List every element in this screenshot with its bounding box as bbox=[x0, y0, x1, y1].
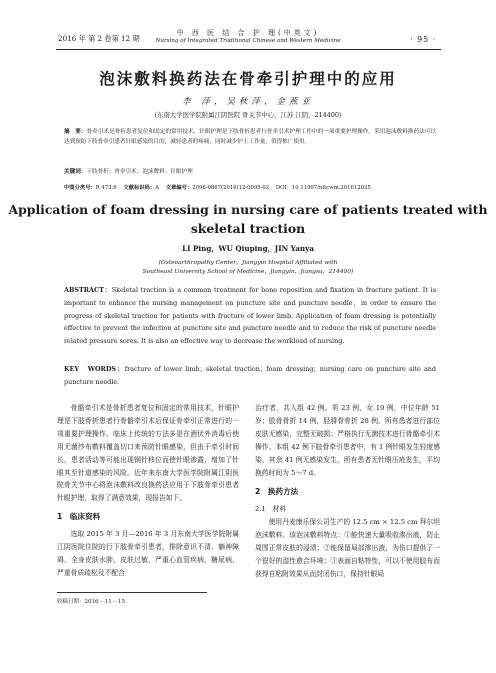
abstract-en-text: Skeletal traction is a common treatment for bone reposition and fixation in fracture patient. It is important to enhance the nursing management on puncture site and puncture needle，in order to ensure the progress of skeletal traction for patients with fracture of lower limb. Application of foam dressing is potentially effective to prevent the infection at puncture site and puncture needle and to reduce the risk of puncture needle related pressure sores. It is also an effective way to decrease the workload of nursing. bbox=[64, 286, 436, 346]
keywords-en-text: fracture of lower limb；skeletal traction；foam dressing；nursing care on puncture site and puncture needle. bbox=[64, 365, 436, 386]
footnote-rule bbox=[57, 592, 207, 593]
doi-label: DOI： bbox=[275, 185, 292, 191]
article-number-value: 2096-0867(2016)12-0095-02 bbox=[192, 185, 270, 191]
affiliation-en bbox=[0, 259, 496, 277]
keywords-cn bbox=[64, 167, 436, 175]
doc-code-label: 文献标识码： bbox=[123, 185, 156, 191]
section-1-heading: 1 临床资料 bbox=[57, 512, 101, 522]
received-date: 收稿日期：2016 – 11 – 15 bbox=[57, 599, 125, 605]
intro-paragraph: 骨骼牵引术是骨折患者复位和固定的常用技术，针眼护理是下肢骨折患者行骨骼牵引术后保证骨牵引正常进行的一项重要护理操作。临床上传统的方法多是在酒伏外消毒后使用无菌纱布敷料覆盖切口来预防针眼感染，但由于牵引时间长，患者活动等可能出现钢针移位而使针眼渗露，增加了针眼其至针道感染的风险。近年来东南大学医学院附属江阴医院骨关节中心将泡沫敷料改良换药法应用于下肢骨牵引患者针眼护理，取得了满意效果，现报告如下。 bbox=[57, 404, 239, 503]
authors-en: LI Ping，WU Qiuping，JIN Yanya bbox=[182, 244, 314, 253]
continued-paragraph: 治疗者，共入组 42 例。男 23 例，女 19 例，中位年龄 51 岁；股骨骨折 14 例，胫腓骨骨折 28 例。所有患者进行部位皮肤无感染，完整无破损；严格执行无菌技术进行骨骼牵引术操作。本组 42 例下肢骨牵引患者中，有 1 例针眼发生轻度感染，其余 41 例无感染发生，所有患者无针眼压疮发生，平均换药时间为 5～7 d。 bbox=[255, 404, 440, 477]
keywords-cn-label: 关键词： bbox=[64, 169, 87, 175]
abstract-cn bbox=[64, 127, 436, 148]
abstract-en bbox=[64, 284, 436, 348]
affiliation-cn: (东南大学医学院附属江阴医院 骨关节中心，江苏 江阴，214400) bbox=[154, 111, 342, 119]
journal-name-cn: 中 西 医 结 合 护 理(中英文) bbox=[176, 29, 320, 37]
keywords-en bbox=[64, 363, 436, 389]
issue-info: 2016 年 第 2 卷第 12 期 bbox=[58, 34, 140, 43]
abstract-cn-text: 骨牵引术是骨折患者复位和固定的常用技术，针眼护理是下肢骨折患者行骨牵引术护理工作中的一项重要护理操作。采用泡沫敷料换药法可以达到预防下肢骨牵引患者针眼感染的目的，减轻患者的疼痛，同时减少护士工作量，值得推广使用。 bbox=[64, 129, 436, 146]
body-right-column bbox=[255, 402, 440, 581]
doc-code-value: A bbox=[155, 185, 160, 191]
article-number-label: 文章编号： bbox=[165, 185, 193, 191]
title-en: Application of foam dressing in nursing care of patients treated with skeletal traction bbox=[8, 202, 488, 236]
affiliation-en-line-2: Southeast University School of Medicine，Jiangyin，Jiangsu，214400) bbox=[142, 269, 354, 275]
journal-name-en: Nursing of Integrated Traditional Chinese and Western Medicine bbox=[155, 38, 341, 44]
keywords-en-label: KEY WORDS： bbox=[64, 365, 125, 373]
affiliation-en-line-1: (Osteoarthropathy Center，Jiangyin Hospital Affiliated with bbox=[158, 260, 338, 266]
subsection-2-1-paragraph: 使用丹麦康乐保公司生产的 12.5 cm × 12.5 cm 拜尔坦泡沫敷料。该泡沫敷料特点：①能快速大量吸收渗出液，防止周围正常皮肤的浸渍；②能保留局部渗出液，为伤口提供了一个很好的湿性愈合环境；③表面自粘特性，可以不使用胶布而获得自粘附效果从而封闭伤口，保持针眼局 bbox=[255, 518, 440, 578]
clc-value: R 473.6 bbox=[95, 185, 117, 191]
page-number: · 95 · bbox=[410, 35, 437, 44]
header-rule bbox=[56, 49, 441, 50]
keywords-cn-text: 下肢骨折；骨牵引术；泡沫敷料；针眼护理 bbox=[86, 169, 193, 175]
doi-value: 10.11997/nitcwm.201612035 bbox=[291, 185, 371, 191]
classification-line bbox=[64, 183, 444, 191]
section-1-paragraph: 选取 2015 年 3 月—2016 年 3 月东南大学医学院附属江阴医院住院的行下肢骨牵引患者，排除意识不清、躺神障碍、全身皮肤水肿、皮肤过敏、严重心血管疾病、糖尿病、严重骨质疏松及不配合 bbox=[57, 530, 239, 577]
abstract-cn-label: 摘 要： bbox=[64, 129, 87, 135]
clc-label: 中图分类号： bbox=[64, 185, 96, 191]
subsection-2-1-heading: 2.1 材料 bbox=[255, 505, 287, 514]
title-cn: 泡沫敷料换药法在骨牵引护理中的应用 bbox=[99, 70, 397, 88]
section-2-heading: 2 换药方法 bbox=[255, 487, 299, 497]
abstract-en-label: ABSTRACT： bbox=[64, 286, 112, 294]
authors-cn: 李 萍，吴秋萍，金燕亚 bbox=[182, 97, 314, 107]
body-left-column bbox=[57, 402, 239, 580]
